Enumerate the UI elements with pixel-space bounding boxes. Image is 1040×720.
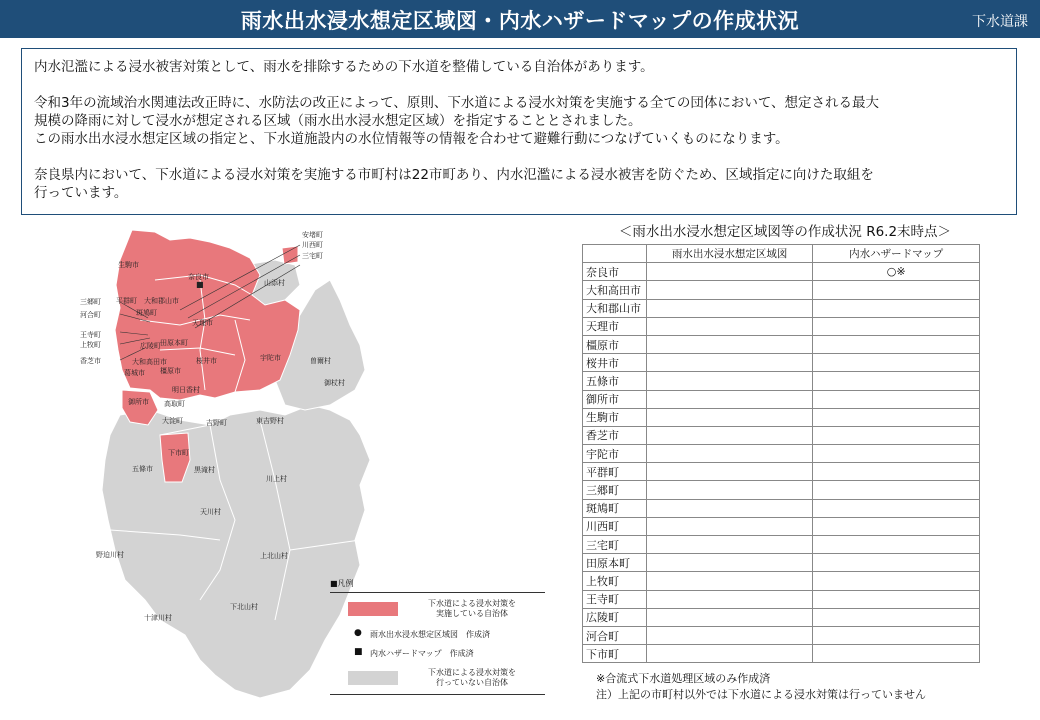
table-row <box>583 626 980 644</box>
intro-box <box>21 48 1017 215</box>
map-label: 生駒市 <box>118 261 139 269</box>
municipality-cell: 大和郡山市 <box>583 299 647 317</box>
status-cell <box>646 554 813 572</box>
status-cell <box>813 608 980 626</box>
status-cell <box>813 354 980 372</box>
municipality-cell: 王寺町 <box>583 590 647 608</box>
status-table <box>582 244 980 663</box>
status-cell <box>813 626 980 644</box>
status-cell <box>813 335 980 353</box>
intro-paragraph: 内水氾濫による浸水被害対策として、雨水を排除するための下水道を整備している自治体があります。 <box>34 59 654 75</box>
status-cell <box>813 426 980 444</box>
map-label: 天川村 <box>200 508 221 516</box>
status-cell <box>646 463 813 481</box>
table-row <box>583 354 980 372</box>
map-label: 橿原市 <box>160 367 181 375</box>
municipality-cell: 三宅町 <box>583 536 647 554</box>
status-cell: ○※ <box>813 263 980 281</box>
status-cell <box>646 536 813 554</box>
map-label: 御杖村 <box>324 379 345 387</box>
map-label: 吉野町 <box>206 419 227 427</box>
municipality-cell: 三郷町 <box>583 481 647 499</box>
map-label: 川上村 <box>266 475 287 483</box>
status-cell <box>813 481 980 499</box>
legend-circle-marker: ● <box>354 628 362 638</box>
page-title: 雨水出水浸水想定区域図・内水ハザードマップの作成状況 <box>240 9 800 33</box>
status-cell <box>646 299 813 317</box>
map-label: 王寺町 <box>80 331 101 339</box>
municipality-cell: 上牧町 <box>583 572 647 590</box>
footnote: 注）上記の市町村以外では下水道による浸水対策は行っていません <box>596 688 926 701</box>
map-label: 野迫川村 <box>96 551 124 559</box>
status-cell <box>646 263 813 281</box>
intro-paragraph: この雨水出水浸水想定区域の指定と、下水道施設内の水位情報等の情報を合わせて避難行動につなげていくものになります。 <box>34 131 789 147</box>
municipality-cell: 下市町 <box>583 645 647 663</box>
status-cell <box>813 299 980 317</box>
status-cell <box>813 645 980 663</box>
municipality-cell: 平群町 <box>583 463 647 481</box>
department-label: 下水道課 <box>972 14 1028 30</box>
status-cell <box>646 317 813 335</box>
status-cell <box>646 608 813 626</box>
footnotes <box>596 671 926 703</box>
status-cell <box>646 426 813 444</box>
status-cell <box>813 536 980 554</box>
map-label: 広陵町 <box>140 342 161 350</box>
municipality-cell: 田原本町 <box>583 554 647 572</box>
status-cell <box>646 481 813 499</box>
column-header: 内水ハザードマップ <box>813 245 980 263</box>
legend-label: 下水道による浸水対策を <box>428 599 516 608</box>
map-label: 十津川村 <box>144 614 172 622</box>
map-label: 上北山村 <box>260 552 288 560</box>
map-label: 斑鳩町 <box>136 309 157 317</box>
municipality-cell: 香芝市 <box>583 426 647 444</box>
municipality-cell: 桜井市 <box>583 354 647 372</box>
map-label: 高取町 <box>164 400 185 408</box>
status-cell <box>646 408 813 426</box>
table-row <box>583 645 980 663</box>
table-caption: ＜雨水出水浸水想定区域図等の作成状況 R6.2末時点＞ <box>618 224 952 240</box>
status-cell <box>813 317 980 335</box>
status-cell <box>813 590 980 608</box>
map-label: 三郷町 <box>80 298 101 306</box>
municipality-cell: 斑鳩町 <box>583 499 647 517</box>
legend-label: 行っていない自治体 <box>436 678 508 687</box>
map-legend <box>330 578 545 696</box>
map-label: 奈良市 <box>188 273 209 281</box>
map-label: 桜井市 <box>196 357 217 365</box>
municipality-cell: 河合町 <box>583 626 647 644</box>
legend-square-marker: ■ <box>354 647 363 657</box>
status-cell <box>813 445 980 463</box>
status-cell <box>813 499 980 517</box>
map-label: 下市町 <box>168 449 189 457</box>
status-cell <box>646 281 813 299</box>
map-label: 明日香村 <box>172 386 200 394</box>
map-label: 御所市 <box>128 398 149 406</box>
map-label: 大淀町 <box>162 417 183 425</box>
legend-divider <box>330 592 545 593</box>
map-label: 曽爾村 <box>310 357 331 365</box>
table-row <box>583 590 980 608</box>
table-row <box>583 499 980 517</box>
table-row <box>583 372 980 390</box>
status-cell <box>813 572 980 590</box>
status-cell <box>646 572 813 590</box>
status-cell <box>813 408 980 426</box>
legend-label: 雨水出水浸水想定区域図 作成済 <box>370 630 490 639</box>
legend-swatch-not-implementing <box>348 671 398 685</box>
status-cell <box>646 354 813 372</box>
nara-hazard-marker: ■ <box>196 280 204 289</box>
table-row <box>583 536 980 554</box>
status-cell <box>813 554 980 572</box>
map-label: 三宅町 <box>302 252 323 260</box>
map-label: 黒滝村 <box>194 466 215 474</box>
table-row <box>583 408 980 426</box>
column-header: 雨水出水浸水想定区域図 <box>646 245 813 263</box>
municipality-cell: 御所市 <box>583 390 647 408</box>
municipality-cell: 奈良市 <box>583 263 647 281</box>
municipality-cell: 生駒市 <box>583 408 647 426</box>
status-cell <box>646 517 813 535</box>
region-miyake-inset <box>282 246 298 264</box>
status-cell <box>813 463 980 481</box>
legend-label: 実施している自治体 <box>436 609 508 618</box>
status-cell <box>646 626 813 644</box>
map-label: 川西町 <box>302 241 323 249</box>
legend-title: ■凡例 <box>330 579 354 588</box>
table-row <box>583 426 980 444</box>
table-row <box>583 572 980 590</box>
map-label: 上牧町 <box>80 341 101 349</box>
table-row <box>583 299 980 317</box>
municipality-cell: 五條市 <box>583 372 647 390</box>
table-row <box>583 263 980 281</box>
table-row <box>583 481 980 499</box>
column-header <box>583 245 647 263</box>
intro-paragraph: 規模の降雨に対して浸水が想定される区域（雨水出水浸水想定区域）を指定することとされました。 <box>34 113 642 129</box>
legend-divider <box>330 694 545 695</box>
map-label: 下北山村 <box>230 603 258 611</box>
status-cell <box>646 335 813 353</box>
intro-paragraph: 行っています。 <box>34 185 128 201</box>
status-cell <box>646 372 813 390</box>
municipality-cell: 橿原市 <box>583 335 647 353</box>
map-label: 安堵町 <box>302 231 323 239</box>
map-label: 香芝市 <box>80 357 101 365</box>
municipality-cell: 宇陀市 <box>583 445 647 463</box>
municipality-cell: 川西町 <box>583 517 647 535</box>
legend-label: 下水道による浸水対策を <box>428 668 516 677</box>
legend-label: 内水ハザードマップ 作成済 <box>370 649 474 658</box>
map-label: 大和高田市 <box>132 358 167 366</box>
table-row <box>583 317 980 335</box>
table-row <box>583 608 980 626</box>
table-row <box>583 281 980 299</box>
status-cell <box>813 281 980 299</box>
intro-paragraph: 奈良県内において、下水道による浸水対策を実施する市町村は22市町あり、内水氾濫による浸水被害を防ぐため、区域指定に向けた取組を <box>34 167 874 183</box>
municipality-cell: 天理市 <box>583 317 647 335</box>
table-header-row <box>583 245 980 263</box>
municipality-cell: 大和高田市 <box>583 281 647 299</box>
table-row <box>583 335 980 353</box>
status-cell <box>646 590 813 608</box>
intro-paragraph: 令和3年の流域治水関連法改正時に、水防法の改正によって、原則、下水道による浸水対策を実施する全ての団体において、想定される最大 <box>34 95 880 111</box>
status-cell <box>646 499 813 517</box>
status-cell <box>813 372 980 390</box>
map-label: 東吉野村 <box>256 417 284 425</box>
map-label: 大和郡山市 <box>144 297 179 305</box>
map-label: 天理市 <box>192 319 213 327</box>
legend-swatch-implementing <box>348 602 398 616</box>
table-row <box>583 463 980 481</box>
table-row <box>583 554 980 572</box>
map-label: 五條市 <box>132 465 153 473</box>
table-row <box>583 517 980 535</box>
map-label: 葛城市 <box>124 369 145 377</box>
status-cell <box>646 645 813 663</box>
map-label: 平群町 <box>116 297 137 305</box>
table-row <box>583 445 980 463</box>
header-bar <box>0 0 1040 38</box>
status-cell <box>813 390 980 408</box>
table-row <box>583 390 980 408</box>
status-cell <box>646 445 813 463</box>
footnote: ※合流式下水道処理区域のみ作成済 <box>596 672 771 685</box>
map-label: 田原本町 <box>160 339 188 347</box>
status-cell <box>646 390 813 408</box>
municipality-cell: 広陵町 <box>583 608 647 626</box>
map-label: 山添村 <box>264 279 285 287</box>
map-label: 宇陀市 <box>260 354 281 362</box>
status-cell <box>813 517 980 535</box>
map-label: 河合町 <box>80 311 101 319</box>
